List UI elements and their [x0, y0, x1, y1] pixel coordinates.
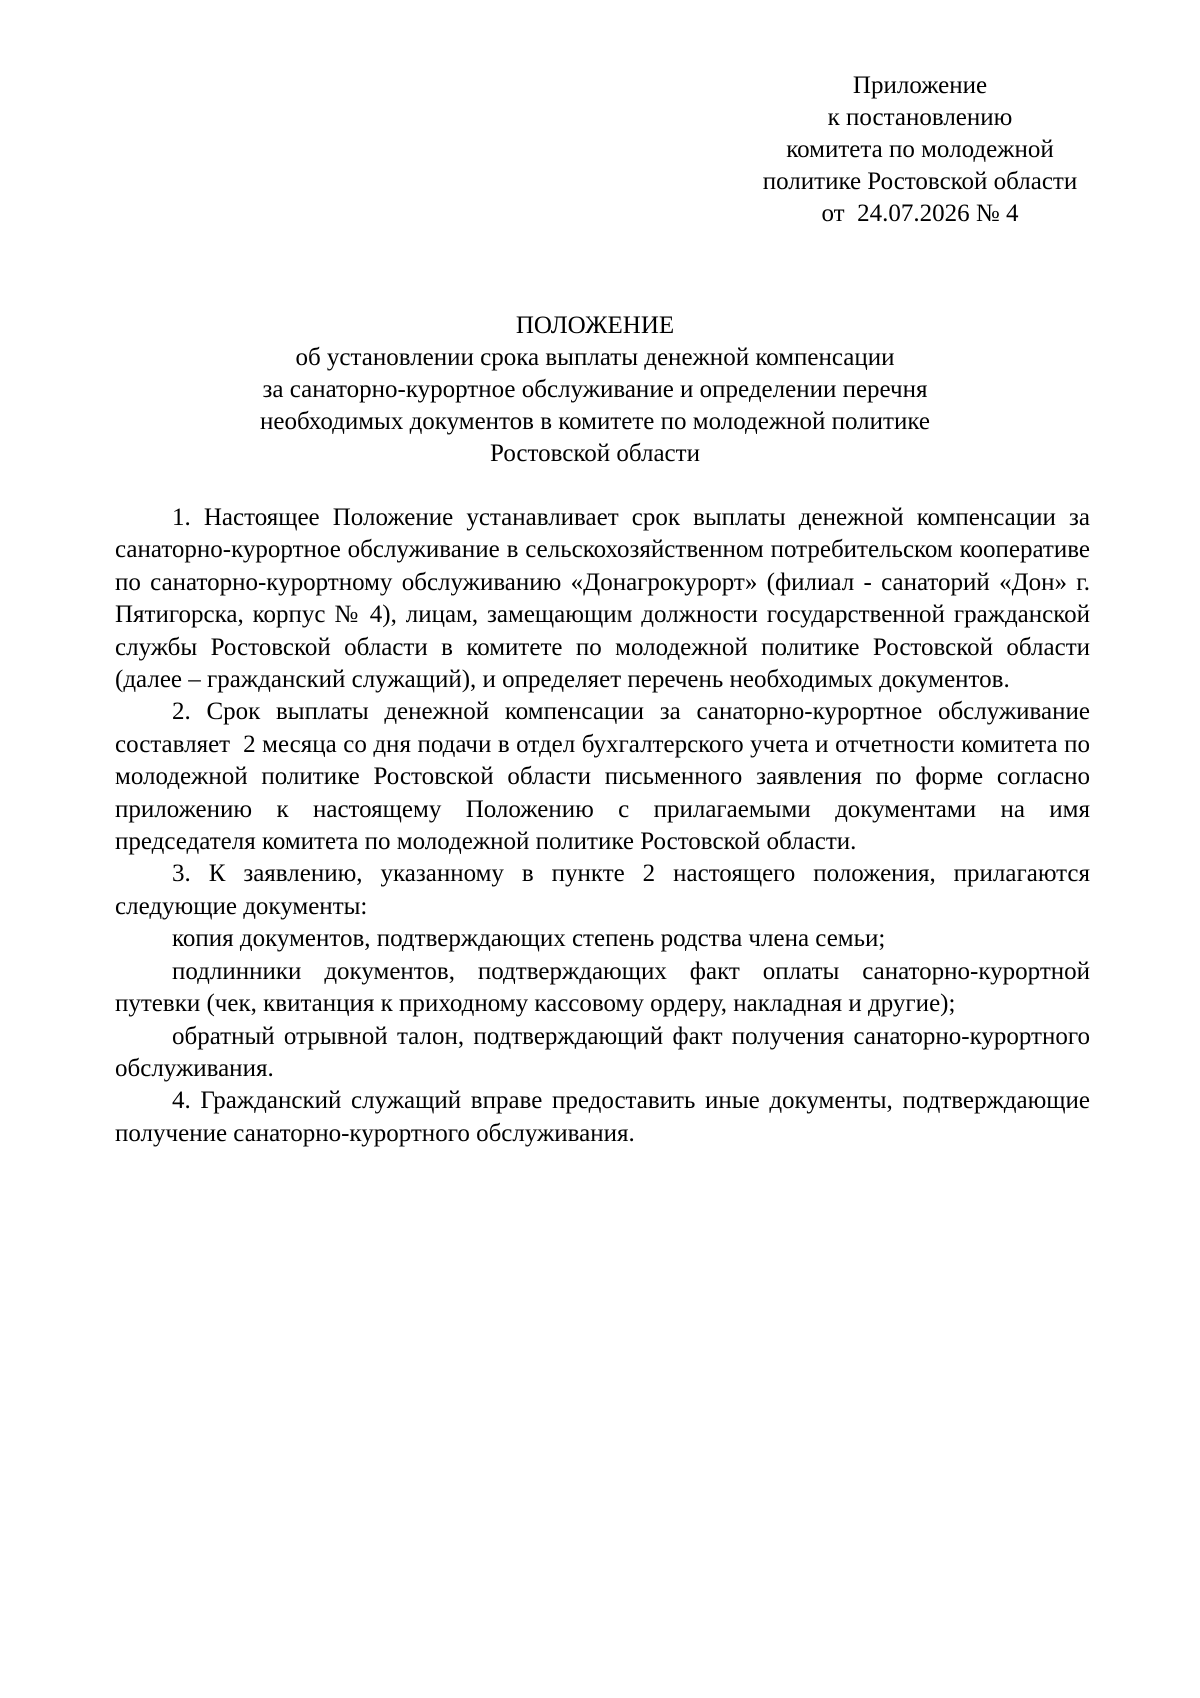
title-line: за санаторно-курортное обслуживание и определении перечня — [262, 376, 928, 403]
paragraph-2: 2. Срок выплаты денежной компенсации за санаторно-курортное обслуживание составляет 2 месяца со дня подачи в отдел бухгалтерского учета и отчетности комитета по молодежной политике Ростовской области письменного заявления по форме согласно приложению к настоящему Положению с прилагаемыми документами на имя председателя комитета по молодежной политике Ростовской области. — [115, 698, 1097, 856]
document-title — [120, 310, 1070, 470]
appendix-line: Приложение — [852, 72, 988, 99]
appendix-line: к постановлению — [827, 104, 1013, 131]
appendix-date-number: от 24.07.2026 № 4 — [821, 200, 1019, 227]
title-line: Ростовской области — [490, 440, 700, 467]
list-item-kinship: копия документов, подтверждающих степень родства члена семьи; — [172, 925, 886, 953]
title-line: об установлении срока выплаты денежной компенсации — [295, 344, 895, 371]
list-item-coupon: обратный отрывной талон, подтверждающий факт получения санаторно-курортного обслуживания. — [115, 1022, 1090, 1082]
title-heading: ПОЛОЖЕНИЕ — [515, 312, 675, 339]
paragraph-3: 3. К заявлению, указанному в пункте 2 настоящего положения, прилагаются следующие документы: — [115, 860, 1090, 920]
document-body — [115, 502, 1097, 1150]
paragraph-1: 1. Настоящее Положение устанавливает срок выплаты денежной компенсации за санаторно-курортное обслуживание в сельскохозяйственном потребительском кооперативе по санаторно-курортному обслуживанию «Донагрокурорт» (филиал - санаторий «Дон» г. Пятигорска, корпус № 4), лицам, замещающим должности государственной гражданской службы Ростовской области в комитете по молодежной политике Ростовской области (далее – гражданский служащий), и определяет перечень необходимых документов. — [115, 504, 1090, 694]
title-line: необходимых документов в комитете по молодежной политике — [260, 408, 930, 435]
appendix-line: комитета по молодежной — [786, 136, 1054, 163]
appendix-line: политике Ростовской области — [762, 168, 1078, 195]
appendix-header — [740, 70, 1100, 230]
paragraph-4: 4. Гражданский служащий вправе предоставить иные документы, подтверждающие получение санаторно-курортного обслуживания. — [115, 1087, 1090, 1147]
list-item-payment: подлинники документов, подтверждающих факт оплаты санаторно-курортной путевки (чек, квитанция к приходному кассовому ордеру, накладная и другие); — [115, 957, 1090, 1018]
